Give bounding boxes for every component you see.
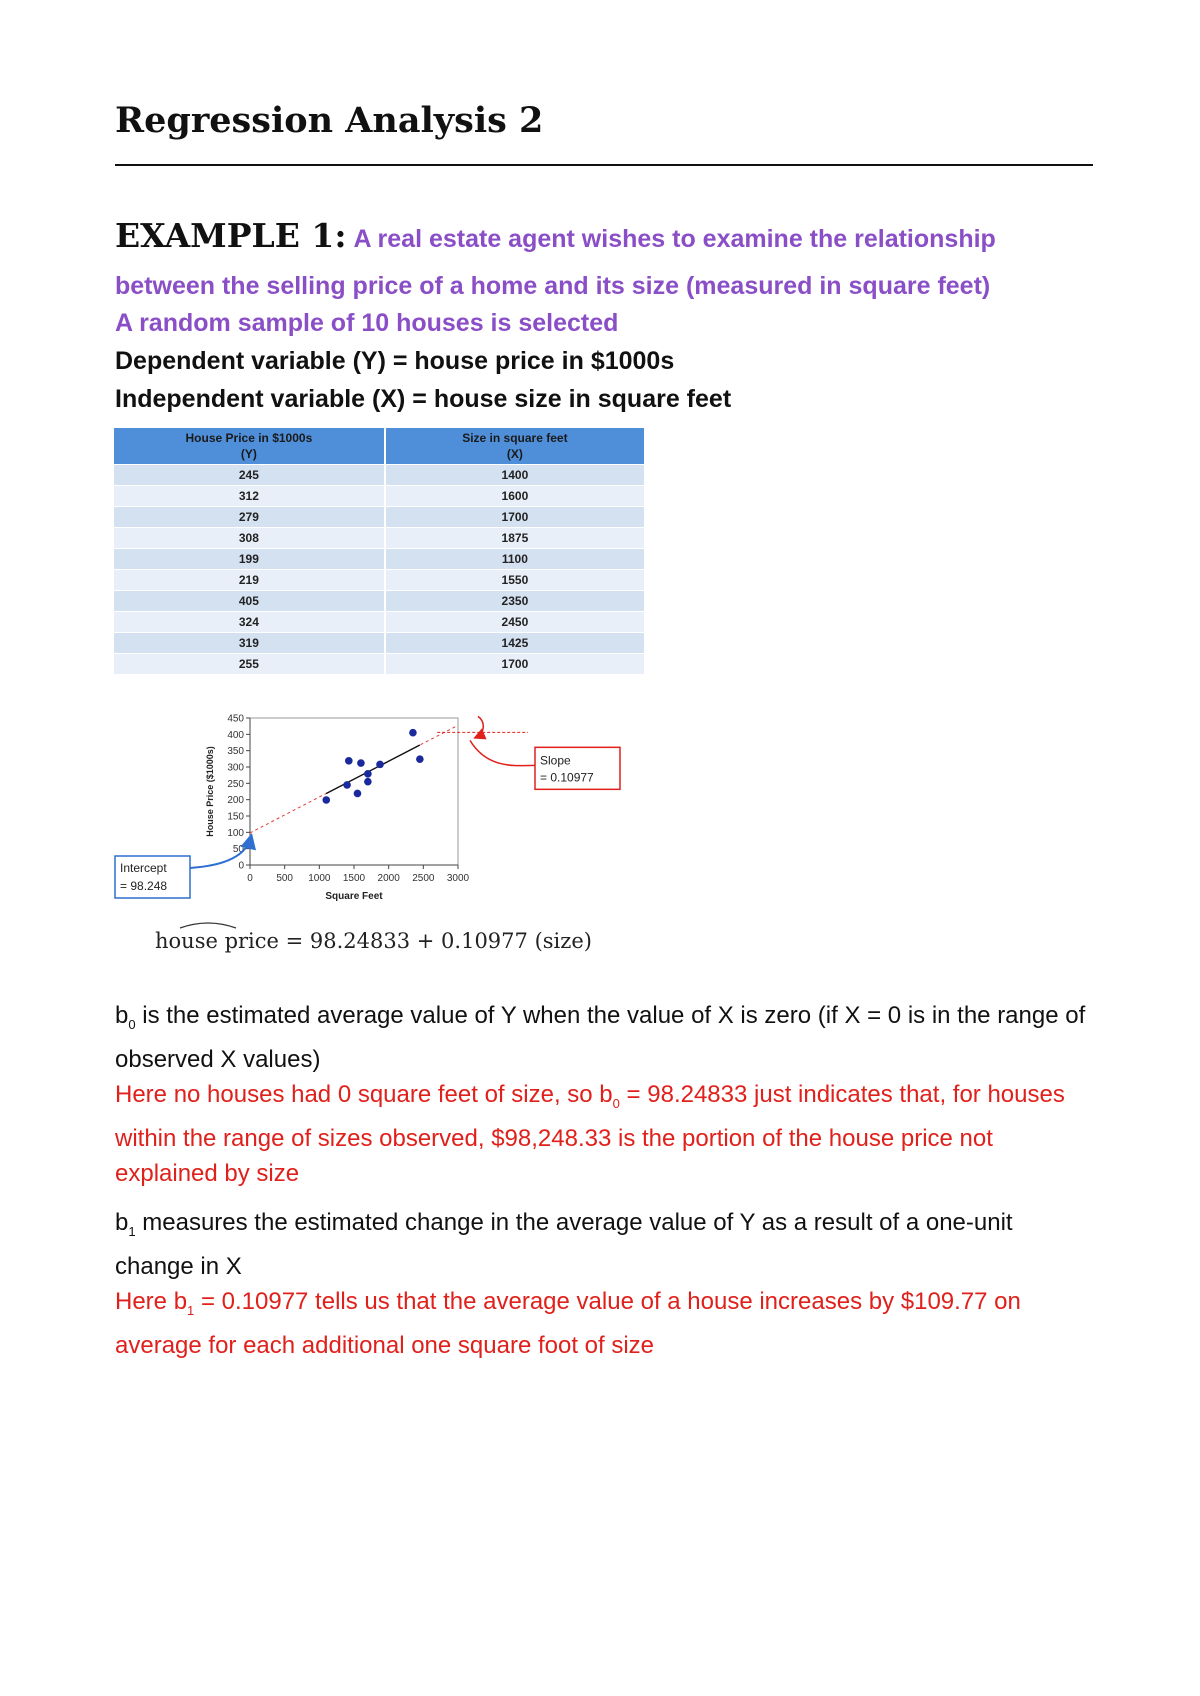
table-row	[114, 591, 645, 612]
header-house-price: House Price in $1000s (Y)	[114, 428, 385, 465]
x-axis-label: Square Feet	[325, 891, 383, 902]
cell-price: 255	[114, 654, 385, 675]
y-tick-label: 100	[227, 827, 244, 839]
cell-price: 312	[114, 486, 385, 507]
data-point	[322, 796, 330, 804]
cell-price: 219	[114, 570, 385, 591]
cell-size: 1700	[385, 654, 645, 675]
b0-interpretation	[115, 1077, 1095, 1191]
table-row	[114, 486, 645, 507]
b1-symbol: b	[115, 1209, 129, 1236]
slope-callout-title: Slope	[540, 753, 571, 768]
x-tick-label: 500	[276, 873, 294, 884]
data-table	[114, 428, 646, 674]
data-point	[354, 790, 362, 798]
intercept-callout-title: Intercept	[120, 861, 167, 875]
data-point	[376, 761, 384, 769]
b0-red-subscript: 0	[612, 1095, 620, 1111]
cell-size: 1550	[385, 570, 645, 591]
cell-size: 1700	[385, 507, 645, 528]
example-heading	[115, 216, 996, 255]
table-row	[114, 528, 645, 549]
b1-explanation	[115, 1205, 1095, 1363]
table-header-row	[114, 428, 645, 465]
data-point	[357, 759, 365, 767]
example-label: EXAMPLE 1:	[115, 216, 347, 255]
y-tick-label: 400	[227, 729, 244, 741]
cell-size: 1425	[385, 633, 645, 654]
b0-red-part2: = 98.24833 just indicates that, for houses within the range of sizes observed, $98,248.33 is the portion of the house price not explained by size	[115, 1080, 1065, 1187]
b1-subscript: 1	[128, 1223, 136, 1239]
b1-red-part2: = 0.10977 tells us that the average value of a house increases by $109.77 on average for each additional one square foot of size	[115, 1287, 1021, 1359]
b0-explanation	[115, 998, 1095, 1191]
y-tick-label: 300	[227, 762, 244, 774]
cell-price: 324	[114, 612, 385, 633]
x-tick-label: 1500	[342, 873, 366, 884]
x-tick-label: 1000	[308, 873, 331, 884]
cell-price: 245	[114, 465, 385, 486]
y-tick-label: 50	[232, 844, 244, 856]
dependent-variable: Dependent variable (Y) = house price in $1000s	[115, 347, 675, 375]
b0-text: is the estimated average value of Y when the value of X is zero (if X = 0 is in the range of observed X values)	[115, 1002, 1086, 1073]
regression-equation: house price = 98.24833 + 0.10977 (size)	[155, 929, 592, 953]
y-tick-label: 150	[227, 811, 244, 823]
slope-callout-value: = 0.10977	[540, 770, 594, 785]
table-row	[114, 549, 645, 570]
cell-size: 1400	[385, 465, 645, 486]
y-tick-label: 350	[227, 746, 244, 758]
x-tick-label: 2000	[377, 873, 400, 884]
cell-size: 1600	[385, 486, 645, 507]
cell-size: 2350	[385, 591, 645, 612]
b0-subscript: 0	[128, 1016, 136, 1032]
b1-red-subscript: 1	[187, 1302, 195, 1318]
cell-price: 199	[114, 549, 385, 570]
table-row	[114, 570, 645, 591]
cell-price: 308	[114, 528, 385, 549]
table-row	[114, 612, 645, 633]
data-point	[345, 757, 353, 765]
y-axis-label: House Price ($1000s)	[205, 746, 215, 837]
cell-size: 1875	[385, 528, 645, 549]
b1-text: measures the estimated change in the average value of Y as a result of a one-unit change in X	[115, 1209, 1013, 1280]
table-row	[114, 465, 645, 486]
example-intro-line3: A random sample of 10 houses is selected	[115, 309, 619, 337]
y-tick-label: 250	[227, 778, 244, 790]
plot-area-frame	[250, 718, 458, 865]
x-tick-label: 3000	[446, 873, 470, 884]
cell-price: 279	[114, 507, 385, 528]
cell-price: 319	[114, 633, 385, 654]
b1-red-part1: Here b	[115, 1287, 188, 1315]
cell-price: 405	[114, 591, 385, 612]
title-divider	[115, 164, 1093, 166]
b1-interpretation	[115, 1284, 1095, 1363]
fitted-regression-line	[326, 745, 420, 793]
data-point	[343, 781, 351, 789]
table-row	[114, 507, 645, 528]
intercept-callout-value: = 98.248	[120, 879, 168, 893]
cell-size: 1100	[385, 549, 645, 570]
header-size: Size in square feet (X)	[385, 428, 645, 465]
page-title: Regression Analysis 2	[115, 100, 544, 141]
y-tick-label: 200	[227, 795, 244, 807]
x-tick-label: 0	[247, 873, 253, 884]
independent-variable: Independent variable (X) = house size in square feet	[115, 385, 732, 413]
x-tick-label: 2500	[412, 873, 435, 884]
table-row	[114, 633, 645, 654]
b0-red-part1: Here no houses had 0 square feet of size, so b	[115, 1080, 613, 1108]
cell-size: 2450	[385, 612, 645, 633]
scatter-chart	[110, 700, 690, 915]
slope-pointer-line	[470, 740, 535, 765]
y-tick-label: 450	[227, 713, 244, 725]
data-point	[409, 729, 417, 737]
b0-symbol: b	[115, 1002, 129, 1029]
data-point	[416, 755, 424, 763]
example-intro-line2: between the selling price of a home and its size (measured in square feet)	[115, 272, 991, 300]
table-row	[114, 654, 645, 675]
data-point	[364, 770, 372, 778]
data-point	[364, 778, 372, 786]
y-tick-label: 0	[238, 860, 244, 872]
slope-arc-arrow	[476, 716, 483, 737]
example-intro-line1: A real estate agent wishes to examine the relationship	[353, 225, 996, 253]
